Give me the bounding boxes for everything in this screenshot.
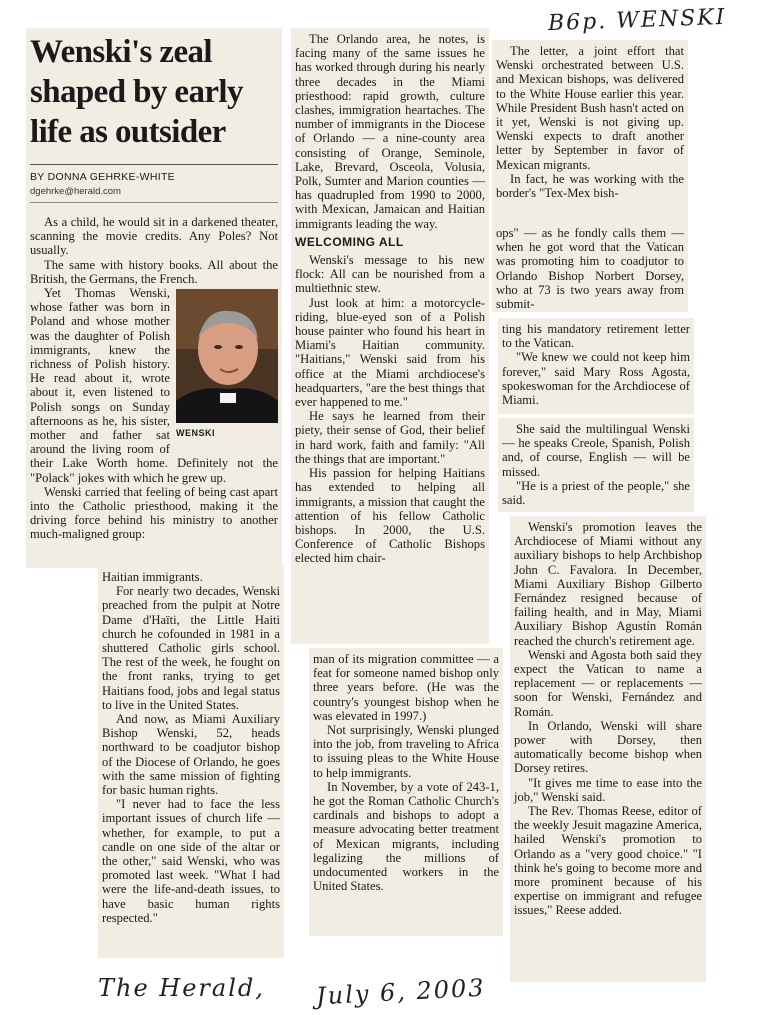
byline-email: dgehrke@herald.com	[30, 186, 121, 197]
paragraph: "He is a priest of the people," she said.	[502, 478, 690, 508]
paragraph: In Orlando, Wenski will share power with Dorsey, then automatically become bishop when Dorsey retires.	[514, 718, 702, 776]
photo-caption: WENSKI	[176, 428, 215, 439]
paragraph: In November, by a vote of 243-1, he got the Roman Catholic Church's cardinals and bishops to adopt a measure advocating better treatment of Mexican migrants, including legalizing the millions of undocumented workers in the United States.	[313, 779, 499, 894]
paragraph: As a child, he would sit in a darkened theater, scanning the movie credits. Any Poles? Not usually.	[30, 215, 278, 258]
paragraph: "We knew we could not keep him forever," said Mary Ross Agosta, spokeswoman for the Archdiocese of Miami.	[502, 350, 690, 408]
column-3-text	[496, 44, 684, 200]
column-3c-text	[502, 322, 690, 407]
clipping-col2-continued	[309, 648, 503, 936]
column-3e-text	[514, 520, 702, 918]
paragraph: Wenski's message to his new flock: All can be nourished from a multiethnic stew.	[295, 253, 485, 296]
handwritten-file-label: B6p. WENSKI	[547, 4, 727, 37]
paragraph: Not surprisingly, Wenski plunged into the job, from traveling to Africa to issuing pleas to the White House to help immigrants.	[313, 723, 499, 780]
paragraph: In fact, he was working with the border's "Tex-Mex bish-	[496, 171, 684, 201]
column-2b-text	[313, 652, 499, 893]
paragraph: Just look at him: a motorcycle-riding, blue-eyed son of a Polish house painter who found his heart in Miami's Haitian community. "Haitians," Wenski said from his office at the Miami archdiocese's headquarters, "are the best things that ever happened to me."	[295, 295, 485, 410]
portrait-photo	[176, 289, 278, 423]
clipping-col3-d	[498, 418, 694, 512]
paragraph: ting his mandatory retirement letter to the Vatican.	[502, 322, 690, 351]
clipping-col3-c	[498, 318, 694, 414]
clipping-col1-continued	[98, 566, 284, 958]
paragraph: "It gives me time to ease into the job," Wenski said.	[514, 775, 702, 804]
paragraph: He says he learned from their piety, their sense of God, their belief in hard work, faith and family: "All the things that are important."	[295, 409, 485, 466]
column-3b-text	[496, 226, 684, 311]
paragraph: The Orlando area, he notes, is facing many of the same issues he has worked through during his nearly three decades in the Miami priesthood: rapid growth, culture clashes, immigration heartaches. The number of immigrants in the Diocese of Orlando — a nine-county area consisting of Orange, Seminole, Lake, Brevard, Osceola, Volusia, Polk, Sumter and Marion counties — has quadrupled from 1990 to 2000, with Mexican, Jamaican and Haitian immigrants leading the way.	[295, 32, 485, 231]
paragraph: The Rev. Thomas Reese, editor of the weekly Jesuit magazine America, hailed Wenski's promotion to Orlando as a "very good choice." "I think he's going to become more and more prominent because of his expertise on immigrant and refugee issues," Reese added.	[514, 804, 702, 918]
paragraph: His passion for helping Haitians has extended to helping all immigrants, a mission that caught the attention of his fellow Catholic bishops. In 2000, the U.S. Conference of Catholic Bishops elected him chair-	[295, 466, 485, 566]
paragraph: Yet Thomas Wenski, whose father was born in Poland and whose mother was the daughter of Polish immigrants, knew the richness of Polish history. He read about it, wrote about it, even listened to Polish songs on Sunday afternoons as he, his sister, mother and father sat around the living room of their Lake Worth home. Definitely not the "Polack" jokes with which he grew up.	[30, 286, 278, 485]
paragraph: "I never had to face the less important issues of church life — whether, for example, to put a candle on one side of the altar or the other," said Wenski, who was promoted last week. "What I had were the life-and-death issues, to have basic human rights respected."	[102, 797, 280, 925]
clipping-col3-e	[510, 516, 706, 982]
paragraph: man of its migration committee — a feat for someone named bishop only three years before. (He was the country's youngest bishop when he was elevated in 1997.)	[313, 652, 499, 723]
column-1-text	[30, 215, 278, 542]
clipping-col2	[291, 28, 489, 644]
paragraph: She said the multilingual Wenski — he speaks Creole, Spanish, Polish and, of course, English — will be missed.	[502, 422, 690, 479]
paragraph: And now, as Miami Auxiliary Bishop Wenski, 52, heads northward to be coadjutor bishop of the Diocese of Orlando, he goes with the same mission of fighting for basic human rights.	[102, 712, 280, 798]
paragraph: The letter, a joint effort that Wenski orchestrated between U.S. and Mexican bishops, was delivered to the White House earlier this year. While President Bush hasn't acted on it yet, Wenski is not giving up. Wenski expects to draft another letter by September in favor of Mexican migrants.	[496, 44, 684, 172]
subhead: WELCOMING ALL	[295, 234, 404, 249]
photo-box	[176, 289, 278, 440]
clipping-col3-b	[492, 222, 688, 312]
byline: BY DONNA GEHRKE-WHITE	[30, 171, 175, 183]
headline: Wenski's zeal shaped by early life as outsider	[30, 34, 243, 150]
paragraph: For nearly two decades, Wenski preached from the pulpit at Notre Dame d'Haïti, the Little Haiti church he cofounded in 1981 in a shuttered Catholic girls school. The rest of the week, he fought on the front ranks, trying to get Haitians food, jobs and legal status to live in the United States.	[102, 584, 280, 712]
paragraph: ops" — as he fondly calls them — when he got word that the Vatican was promoting him to coadjutor to Orlando Bishop Norbert Dorsey, who at 73 is two years away from submit-	[496, 226, 684, 312]
paragraph: Haitian immigrants.	[102, 570, 203, 584]
paragraph: Wenski's promotion leaves the Archdiocese of Miami without any auxiliary bishops to help Archbishop John C. Favalora. In December, Miami Auxiliary Bishop Gilberto Fernández resigned because of failing health, and in May, Miami Auxiliary Bishop Agustín Román reached the church's retirement age.	[514, 520, 702, 648]
paragraph: The same with history books. All about the British, the Germans, the French.	[30, 257, 278, 286]
column-1b-text	[102, 570, 280, 925]
handwritten-source: The Herald,	[98, 974, 265, 1002]
paragraph: Wenski carried that feeling of being cast apart into the Catholic priesthood, making it the driving force behind his ministry to another much-maligned group:	[30, 484, 278, 542]
clipping-col3	[492, 40, 688, 222]
column-3d-text	[502, 422, 690, 507]
column-2-text	[295, 32, 485, 566]
paragraph: Wenski and Agosta both said they expect the Vatican to name a replacement — or replacements — soon for Wenski, Fernández and Román.	[514, 647, 702, 719]
clipping-lead	[26, 28, 282, 568]
handwritten-date: July 6, 2003	[315, 973, 487, 1011]
